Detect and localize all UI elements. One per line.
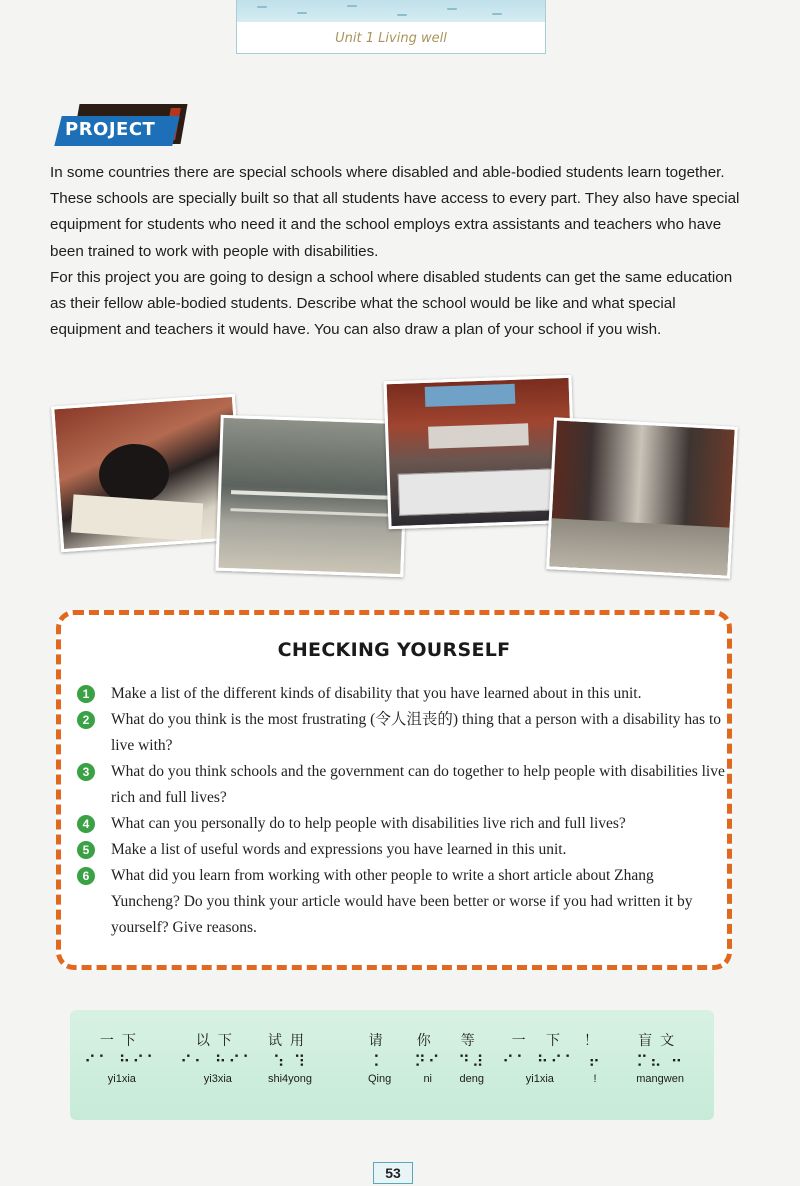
unit-title: Unit 1 Living well <box>335 31 447 46</box>
braille-chinese: 一下 <box>99 1033 144 1049</box>
checking-yourself-box <box>56 610 732 970</box>
photo-corridor <box>546 417 738 578</box>
braille-dots: ⠱ ⠹ <box>272 1052 308 1071</box>
braille-chinese: 你 <box>416 1033 439 1049</box>
braille-word <box>84 1030 160 1085</box>
checking-item-text: What did you learn from working with other people to write a short article about Zhang Yuncheng? Do you think your article would have been better or worse if you had written it by yourself? Give reasons. <box>111 867 693 936</box>
braille-pinyin: Qing <box>368 1073 392 1085</box>
braille-dots: ⠊⠂ ⠓⠊⠁ <box>180 1052 256 1071</box>
item-number-badge: 6 <box>77 867 95 885</box>
braille-word <box>584 1030 606 1085</box>
checking-item-text: What do you think is the most frustrating (令人沮丧的) thing that a person with a disability has to live with? <box>111 711 722 754</box>
checking-item <box>77 759 725 811</box>
braille-word <box>268 1030 312 1085</box>
checking-item-text: Make a list of useful words and expressions you have learned in this unit. <box>111 841 567 858</box>
braille-word <box>414 1030 441 1085</box>
checking-item-text: Make a list of the different kinds of disability that you have learned about in this unit. <box>111 685 642 702</box>
checking-list <box>77 681 725 941</box>
braille-chinese: 请 <box>368 1033 391 1049</box>
braille-pinyin: ni <box>423 1073 432 1085</box>
braille-pinyin: mangwen <box>636 1073 684 1085</box>
checking-title: CHECKING YOURSELF <box>277 639 511 661</box>
checking-item <box>77 863 725 941</box>
braille-chinese: ！ <box>584 1033 606 1049</box>
braille-dots: ⠊⠁ ⠓⠊⠁ <box>84 1052 160 1071</box>
header-sky-strip <box>237 0 545 22</box>
braille-dots: ⠝⠊ <box>414 1052 442 1071</box>
project-paragraph-1: In some countries there are special schools where disabled and able-bodied students learn together. These schools are specially built so that all students have access to every part. They also have special equipment for students who need it and the school employs extra assistants and teachers who have been trained to work with people with disabilities. <box>50 164 740 260</box>
braille-pinyin: yi1xia <box>107 1073 136 1085</box>
checking-item <box>77 681 725 707</box>
item-number-badge: 5 <box>77 841 95 859</box>
braille-chinese: 一 下 <box>511 1033 569 1049</box>
checking-item-text: What do you think schools and the government can do together to help people with disabilities live rich and full lives? <box>111 763 725 806</box>
braille-dots: ⠙⠼ <box>458 1052 486 1071</box>
checking-item <box>77 811 725 837</box>
item-number-badge: 4 <box>77 815 95 833</box>
braille-pinyin: ! <box>593 1073 597 1085</box>
braille-word <box>458 1030 485 1085</box>
item-number-badge: 3 <box>77 763 95 781</box>
item-number-badge: 2 <box>77 711 95 729</box>
braille-examples-box <box>70 1010 714 1120</box>
braille-chinese: 试用 <box>268 1033 313 1049</box>
braille-word <box>636 1030 684 1085</box>
page-number: 53 <box>373 1162 413 1184</box>
braille-dots: ⠖ <box>588 1052 602 1071</box>
braille-chinese: 以下 <box>195 1033 240 1049</box>
braille-dots: ⠍⠦ ⠒ <box>636 1052 685 1071</box>
project-badge-label: PROJECT <box>65 119 156 140</box>
braille-chinese: 等 <box>460 1033 483 1049</box>
braille-pinyin: yi1xia <box>525 1073 554 1085</box>
braille-word <box>180 1030 256 1085</box>
project-paragraph-2: For this project you are going to design a school where disabled students can get the same education as their fellow able-bodied students. Describe what the school would be like and what special equipment and teachers it would have. You can also draw a plan of your school if you wish. <box>50 268 733 339</box>
checking-item <box>77 707 725 759</box>
braille-dots: ⠅ <box>372 1052 387 1071</box>
braille-dots: ⠊⠁ ⠓⠊⠁ <box>502 1052 578 1071</box>
checking-item <box>77 837 725 863</box>
braille-pinyin: yi3xia <box>203 1073 232 1085</box>
project-badge <box>50 104 188 146</box>
braille-word <box>502 1030 578 1085</box>
project-text <box>50 160 740 343</box>
checking-item-text: What can you personally do to help people with disabilities live rich and full lives? <box>111 815 626 832</box>
braille-word <box>368 1030 391 1085</box>
braille-chinese: 盲文 <box>638 1033 683 1049</box>
photo-ramp-railing <box>215 415 408 577</box>
photo-braille-keyboard <box>383 375 576 529</box>
item-number-badge: 1 <box>77 685 95 703</box>
braille-pinyin: deng <box>459 1073 484 1085</box>
unit-header <box>236 0 546 54</box>
braille-pinyin: shi4yong <box>268 1073 313 1085</box>
